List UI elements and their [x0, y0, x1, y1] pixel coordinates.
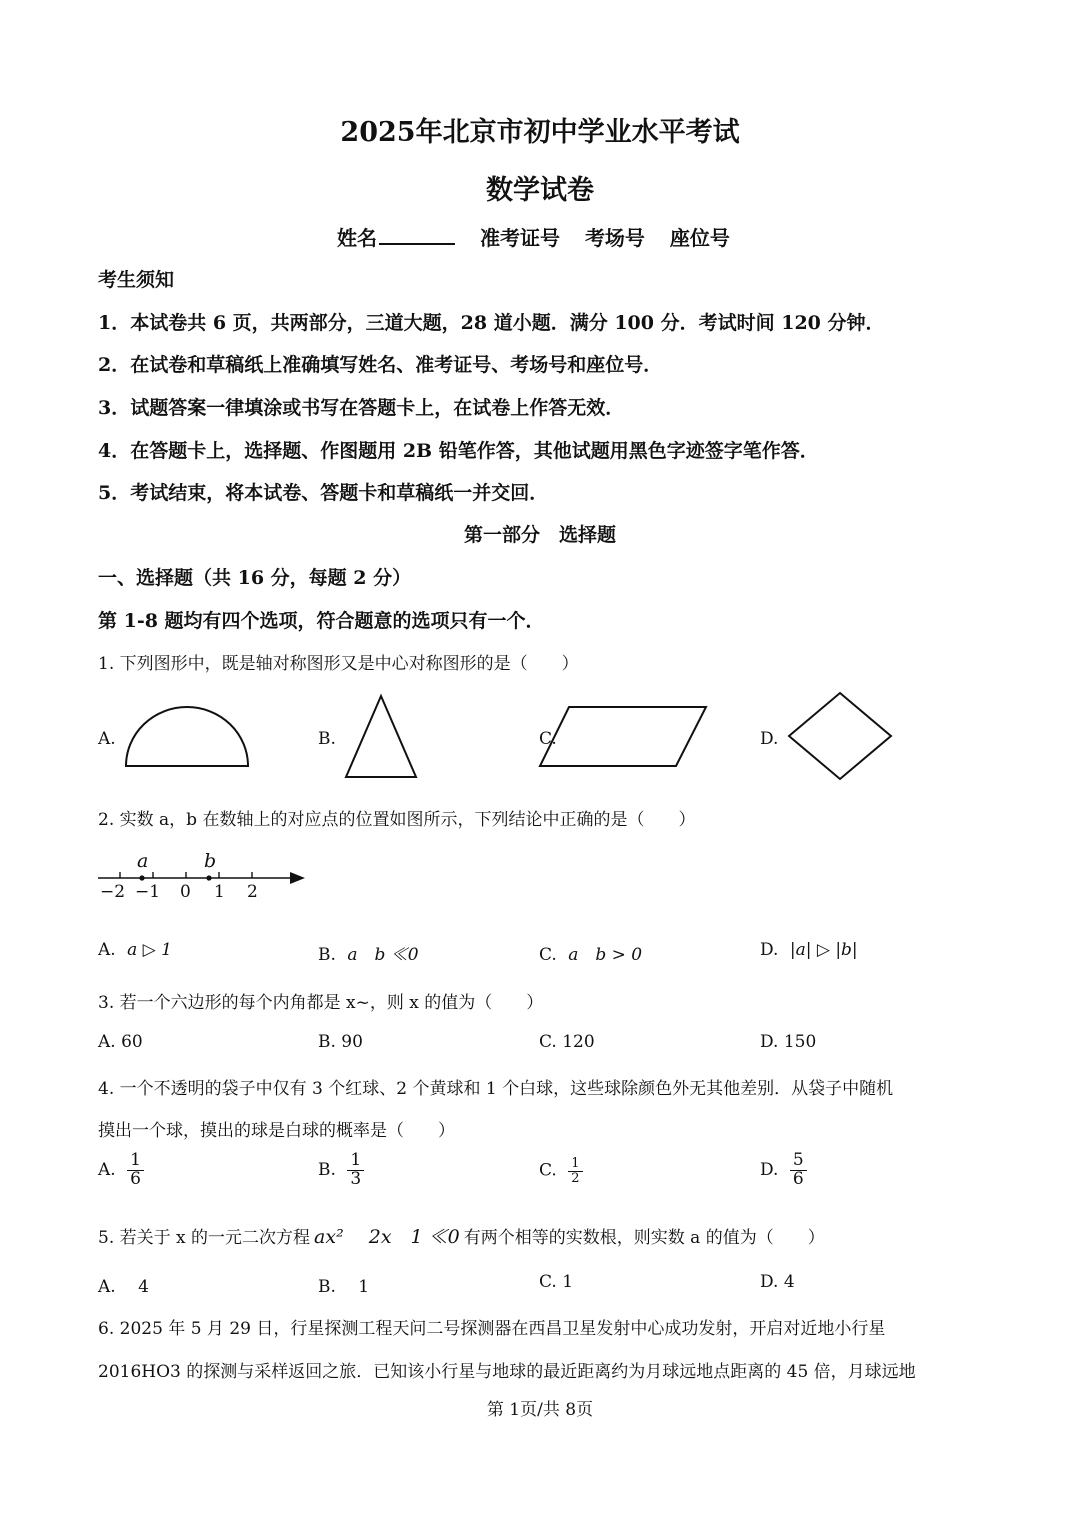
notice-heading: 考生须知 [98, 269, 175, 291]
axis-tick-label: 0 [180, 882, 191, 902]
q1-option-b-label: B. [318, 729, 336, 749]
admission-id-label: 准考证号 [479, 226, 560, 250]
axis-tick-label: −2 [100, 882, 126, 902]
q3-option-b: B. 90 [318, 1032, 363, 1052]
q4-option-a: A. $\frac{1}{6}$ [98, 1152, 144, 1189]
question-3-stem: 3. 若一个六边形的每个内角都是 x~，则 x 的值为（ ） [98, 993, 544, 1013]
q5-option-d: D. 4 [760, 1272, 795, 1292]
q4-option-d: D. $\frac{5}{6}$ [760, 1152, 807, 1189]
q2-option-a: A. a ▷ 1 [98, 940, 172, 960]
exam-room-label: 考场号 [584, 226, 645, 250]
exam-title: 2025年北京市初中学业水平考试 [340, 117, 740, 148]
section-heading: 一、选择题（共 16 分，每题 2 分） [98, 567, 412, 589]
section-instruction: 第 1-8 题均有四个选项，符合题意的选项只有一个． [98, 610, 545, 632]
point-a [139, 875, 144, 880]
q2-option-b: B. a b ≪0 [318, 945, 419, 965]
q2-option-d: D. |a| ▷ |b| [760, 940, 858, 960]
q1-option-a-label: A. [98, 729, 116, 749]
notice-item: 4．在答题卡上，选择题、作图题用 2B 铅笔作答，其他试题用黑色字迹签字笔作答． [98, 440, 819, 462]
axis-tick-label: 2 [247, 882, 258, 902]
page-footer: 第 1页/共 8页 [486, 1400, 594, 1420]
q4-option-c: C. $\frac{1}{2}$ [539, 1157, 583, 1185]
notice-item: 3．试题答案一律填涂或书写在答题卡上，在试卷上作答无效． [98, 397, 625, 419]
q5-option-b: B. 1 [318, 1277, 370, 1297]
point-b-label: b [204, 850, 217, 872]
axis-tick-label: 1 [214, 882, 225, 902]
notice-item: 2．在试卷和草稿纸上准确填写姓名、准考证号、考场号和座位号． [98, 354, 663, 376]
question-5-stem: 5. 若关于 x 的一元二次方程 ax² 2x 1 ≪0 有两个相等的实数根，则实数 a 的值为（ ） [98, 1226, 825, 1248]
axis-tick-label: −1 [135, 882, 161, 902]
question-4-stem-line1: 4. 一个不透明的袋子中仅有 3 个红球、2 个黄球和 1 个白球，这些球除颜色外无其他差别．从袋子中随机 [98, 1079, 894, 1099]
q4-option-b: B. $\frac{1}{3}$ [318, 1152, 364, 1189]
notice-item: 5．考试结束，将本试卷、答题卡和草稿纸一并交回． [98, 482, 549, 504]
question-6-line1: 6. 2025 年 5 月 29 日，行星探测工程天问二号探测器在西昌卫星发射中心成功发射，开启对近地小行星 [98, 1319, 886, 1339]
q5-option-a: A. 4 [98, 1277, 149, 1297]
part-heading: 第一部分 选择题 [463, 524, 616, 546]
question-2-stem: 2. 实数 a，b 在数轴上的对应点的位置如图所示，下列结论中正确的是（ ） [98, 810, 696, 830]
q2-option-c: C. a b > 0 [539, 945, 643, 965]
question-4-stem-line2: 摸出一个球，摸出的球是白球的概率是（ ） [98, 1121, 455, 1141]
seat-number-label: 座位号 [669, 226, 730, 250]
notice-item: 1．本试卷共 6 页，共两部分，三道大题，28 道小题．满分 100 分．考试时间 120 分钟． [98, 312, 885, 334]
q1-option-d-label: D. [760, 729, 779, 749]
question-1-stem: 1. 下列图形中，既是轴对称图形又是中心对称图形的是（ ） [98, 654, 579, 674]
q5-equation: ax² 2x 1 ≪0 [314, 1226, 460, 1248]
subject-title: 数学试卷 [486, 175, 594, 206]
q1-option-c-label: C. [539, 729, 557, 749]
name-label: 姓名 [337, 226, 377, 250]
q3-option-a: A. 60 [98, 1032, 143, 1052]
q3-option-d: D. 150 [760, 1032, 817, 1052]
point-a-label: a [137, 850, 149, 872]
question-6-line2: 2016HO3 的探测与采样返回之旅．已知该小行星与地球的最近距离约为月球远地点距离的 45 倍，月球远地 [98, 1362, 916, 1382]
q5-option-c: C. 1 [539, 1272, 574, 1292]
q3-option-c: C. 120 [539, 1032, 595, 1052]
point-b [206, 875, 211, 880]
